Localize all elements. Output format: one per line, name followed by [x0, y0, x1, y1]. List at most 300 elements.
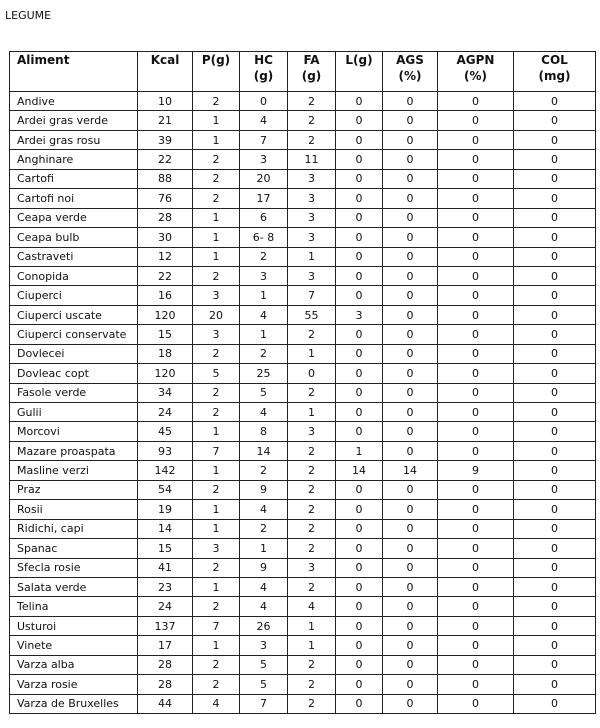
- value-cell-kcal: 12: [138, 247, 193, 266]
- food-name-cell: Telina: [10, 597, 138, 616]
- value-cell-ags: 0: [383, 169, 438, 188]
- value-cell-protein: 1: [193, 111, 240, 130]
- value-cell-col: 0: [514, 364, 596, 383]
- value-cell-fa: 2: [288, 675, 336, 694]
- value-cell-col: 0: [514, 636, 596, 655]
- food-name-cell: Ardei gras rosu: [10, 130, 138, 149]
- value-cell-agpn: 0: [438, 286, 514, 305]
- value-cell-lipids: 0: [336, 189, 383, 208]
- value-cell-protein: 2: [193, 344, 240, 363]
- value-cell-protein: 1: [193, 461, 240, 480]
- table-row: [10, 636, 596, 655]
- value-cell-protein: 1: [193, 519, 240, 538]
- value-cell-hc: 4: [240, 111, 288, 130]
- value-cell-fa: 2: [288, 130, 336, 149]
- value-cell-agpn: 0: [438, 539, 514, 558]
- value-cell-kcal: 142: [138, 461, 193, 480]
- column-header-label: COL: [541, 53, 568, 67]
- value-cell-protein: 1: [193, 577, 240, 596]
- value-cell-col: 0: [514, 655, 596, 674]
- value-cell-ags: 0: [383, 403, 438, 422]
- value-cell-agpn: 0: [438, 208, 514, 227]
- value-cell-agpn: 0: [438, 228, 514, 247]
- food-name-cell: Ridichi, capi: [10, 519, 138, 538]
- value-cell-protein: 1: [193, 247, 240, 266]
- value-cell-fa: 0: [288, 364, 336, 383]
- value-cell-hc: 20: [240, 169, 288, 188]
- value-cell-lipids: 0: [336, 636, 383, 655]
- value-cell-col: 0: [514, 325, 596, 344]
- value-cell-ags: 0: [383, 500, 438, 519]
- value-cell-protein: 20: [193, 305, 240, 324]
- value-cell-ags: 0: [383, 577, 438, 596]
- value-cell-kcal: 24: [138, 597, 193, 616]
- value-cell-lipids: 0: [336, 92, 383, 111]
- value-cell-agpn: 0: [438, 111, 514, 130]
- value-cell-hc: 5: [240, 675, 288, 694]
- value-cell-col: 0: [514, 189, 596, 208]
- value-cell-kcal: 120: [138, 305, 193, 324]
- value-cell-kcal: 41: [138, 558, 193, 577]
- food-name-cell: Ciuperci: [10, 286, 138, 305]
- value-cell-fa: 3: [288, 208, 336, 227]
- food-name-cell: Spanac: [10, 539, 138, 558]
- value-cell-ags: 0: [383, 655, 438, 674]
- value-cell-fa: 1: [288, 247, 336, 266]
- value-cell-lipids: 0: [336, 616, 383, 635]
- value-cell-kcal: 76: [138, 189, 193, 208]
- value-cell-col: 0: [514, 305, 596, 324]
- value-cell-hc: 14: [240, 441, 288, 460]
- value-cell-protein: 1: [193, 500, 240, 519]
- value-cell-col: 0: [514, 519, 596, 538]
- column-header-label: L(g): [345, 53, 373, 67]
- food-name-cell: Dovleac copt: [10, 364, 138, 383]
- value-cell-fa: 1: [288, 636, 336, 655]
- value-cell-lipids: 0: [336, 519, 383, 538]
- value-cell-kcal: 30: [138, 228, 193, 247]
- value-cell-hc: 3: [240, 150, 288, 169]
- value-cell-agpn: 0: [438, 597, 514, 616]
- value-cell-fa: 2: [288, 441, 336, 460]
- food-name-cell: Salata verde: [10, 577, 138, 596]
- value-cell-fa: 2: [288, 461, 336, 480]
- value-cell-lipids: 1: [336, 441, 383, 460]
- table-row: [10, 286, 596, 305]
- value-cell-kcal: 10: [138, 92, 193, 111]
- value-cell-kcal: 18: [138, 344, 193, 363]
- value-cell-fa: 2: [288, 480, 336, 499]
- value-cell-lipids: 0: [336, 480, 383, 499]
- value-cell-ags: 0: [383, 286, 438, 305]
- value-cell-kcal: 120: [138, 364, 193, 383]
- value-cell-ags: 0: [383, 675, 438, 694]
- value-cell-ags: 0: [383, 92, 438, 111]
- value-cell-col: 0: [514, 344, 596, 363]
- column-header-fa: [288, 52, 336, 92]
- value-cell-agpn: 0: [438, 616, 514, 635]
- table-row: [10, 364, 596, 383]
- table-row: [10, 480, 596, 499]
- value-cell-col: 0: [514, 286, 596, 305]
- value-cell-ags: 0: [383, 383, 438, 402]
- value-cell-col: 0: [514, 441, 596, 460]
- table-row: [10, 403, 596, 422]
- value-cell-agpn: 0: [438, 480, 514, 499]
- table-row: [10, 422, 596, 441]
- value-cell-lipids: 0: [336, 169, 383, 188]
- table-row: [10, 500, 596, 519]
- value-cell-fa: 2: [288, 539, 336, 558]
- food-name-cell: Sfecla rosie: [10, 558, 138, 577]
- value-cell-agpn: 0: [438, 130, 514, 149]
- table-row: [10, 519, 596, 538]
- value-cell-col: 0: [514, 480, 596, 499]
- value-cell-kcal: 93: [138, 441, 193, 460]
- value-cell-lipids: 0: [336, 130, 383, 149]
- value-cell-fa: 2: [288, 694, 336, 713]
- value-cell-fa: 3: [288, 228, 336, 247]
- value-cell-kcal: 28: [138, 655, 193, 674]
- food-name-cell: Gulii: [10, 403, 138, 422]
- value-cell-ags: 0: [383, 247, 438, 266]
- value-cell-agpn: 0: [438, 694, 514, 713]
- value-cell-col: 0: [514, 597, 596, 616]
- column-header-agpn: [438, 52, 514, 92]
- value-cell-hc: 9: [240, 480, 288, 499]
- value-cell-kcal: 34: [138, 383, 193, 402]
- value-cell-kcal: 17: [138, 636, 193, 655]
- column-header-label: P(g): [201, 53, 231, 67]
- column-header-label: FA: [303, 53, 320, 67]
- value-cell-col: 0: [514, 461, 596, 480]
- column-header-hc: [240, 52, 288, 92]
- value-cell-kcal: 23: [138, 577, 193, 596]
- value-cell-kcal: 45: [138, 422, 193, 441]
- table-row: [10, 383, 596, 402]
- food-name-cell: Varza alba: [10, 655, 138, 674]
- value-cell-protein: 5: [193, 364, 240, 383]
- value-cell-fa: 55: [288, 305, 336, 324]
- value-cell-lipids: 0: [336, 266, 383, 285]
- value-cell-lipids: 0: [336, 208, 383, 227]
- value-cell-ags: 0: [383, 597, 438, 616]
- food-name-cell: Andive: [10, 92, 138, 111]
- table-row: [10, 655, 596, 674]
- value-cell-hc: 7: [240, 694, 288, 713]
- table-row: [10, 539, 596, 558]
- table-row: [10, 305, 596, 324]
- value-cell-protein: 2: [193, 558, 240, 577]
- value-cell-agpn: 0: [438, 441, 514, 460]
- value-cell-ags: 0: [383, 325, 438, 344]
- column-header-col: [514, 52, 596, 92]
- value-cell-fa: 1: [288, 344, 336, 363]
- table-row: [10, 597, 596, 616]
- table-row: [10, 189, 596, 208]
- value-cell-kcal: 24: [138, 403, 193, 422]
- value-cell-lipids: 0: [336, 597, 383, 616]
- value-cell-agpn: 0: [438, 500, 514, 519]
- table-row: [10, 266, 596, 285]
- value-cell-hc: 7: [240, 130, 288, 149]
- value-cell-protein: 4: [193, 694, 240, 713]
- table-row: [10, 92, 596, 111]
- value-cell-ags: 0: [383, 364, 438, 383]
- value-cell-agpn: 0: [438, 92, 514, 111]
- table-row: [10, 130, 596, 149]
- value-cell-agpn: 0: [438, 305, 514, 324]
- value-cell-lipids: 0: [336, 325, 383, 344]
- value-cell-lipids: 0: [336, 247, 383, 266]
- value-cell-kcal: 44: [138, 694, 193, 713]
- value-cell-fa: 2: [288, 519, 336, 538]
- value-cell-hc: 4: [240, 403, 288, 422]
- column-header-label: (g): [301, 69, 322, 83]
- column-header-label: Aliment: [17, 53, 70, 67]
- value-cell-agpn: 0: [438, 577, 514, 596]
- value-cell-hc: 9: [240, 558, 288, 577]
- value-cell-protein: 2: [193, 189, 240, 208]
- column-header-ags: [383, 52, 438, 92]
- table-row: [10, 208, 596, 227]
- value-cell-kcal: 22: [138, 150, 193, 169]
- value-cell-protein: 3: [193, 325, 240, 344]
- value-cell-hc: 3: [240, 266, 288, 285]
- value-cell-agpn: 0: [438, 675, 514, 694]
- food-name-cell: Morcovi: [10, 422, 138, 441]
- value-cell-fa: 11: [288, 150, 336, 169]
- value-cell-lipids: 0: [336, 344, 383, 363]
- food-name-cell: Conopida: [10, 266, 138, 285]
- value-cell-kcal: 28: [138, 675, 193, 694]
- value-cell-ags: 0: [383, 130, 438, 149]
- value-cell-kcal: 28: [138, 208, 193, 227]
- value-cell-col: 0: [514, 208, 596, 227]
- value-cell-protein: 2: [193, 383, 240, 402]
- value-cell-hc: 6- 8: [240, 228, 288, 247]
- value-cell-protein: 2: [193, 655, 240, 674]
- table-row: [10, 150, 596, 169]
- food-name-cell: Cartofi noi: [10, 189, 138, 208]
- value-cell-agpn: 0: [438, 364, 514, 383]
- value-cell-fa: 3: [288, 422, 336, 441]
- food-name-cell: Varza de Bruxelles: [10, 694, 138, 713]
- food-name-cell: Castraveti: [10, 247, 138, 266]
- table-row: [10, 558, 596, 577]
- page-title: LEGUME: [5, 9, 52, 22]
- value-cell-fa: 2: [288, 655, 336, 674]
- value-cell-col: 0: [514, 130, 596, 149]
- value-cell-col: 0: [514, 539, 596, 558]
- value-cell-lipids: 0: [336, 228, 383, 247]
- value-cell-ags: 0: [383, 539, 438, 558]
- food-name-cell: Varza rosie: [10, 675, 138, 694]
- value-cell-hc: 2: [240, 519, 288, 538]
- value-cell-protein: 1: [193, 208, 240, 227]
- value-cell-fa: 7: [288, 286, 336, 305]
- food-name-cell: Ceapa verde: [10, 208, 138, 227]
- value-cell-hc: 2: [240, 247, 288, 266]
- column-header-label: AGPN: [456, 53, 495, 67]
- value-cell-col: 0: [514, 403, 596, 422]
- value-cell-protein: 7: [193, 616, 240, 635]
- food-name-cell: Vinete: [10, 636, 138, 655]
- value-cell-lipids: 0: [336, 111, 383, 130]
- value-cell-protein: 1: [193, 422, 240, 441]
- value-cell-fa: 3: [288, 169, 336, 188]
- value-cell-kcal: 15: [138, 539, 193, 558]
- value-cell-ags: 0: [383, 228, 438, 247]
- value-cell-hc: 4: [240, 305, 288, 324]
- column-header-lipids: [336, 52, 383, 92]
- value-cell-agpn: 9: [438, 461, 514, 480]
- nutrition-table: [9, 51, 596, 714]
- value-cell-protein: 1: [193, 228, 240, 247]
- value-cell-hc: 5: [240, 655, 288, 674]
- value-cell-kcal: 22: [138, 266, 193, 285]
- value-cell-fa: 2: [288, 500, 336, 519]
- value-cell-fa: 3: [288, 266, 336, 285]
- food-name-cell: Anghinare: [10, 150, 138, 169]
- value-cell-agpn: 0: [438, 655, 514, 674]
- value-cell-ags: 0: [383, 694, 438, 713]
- value-cell-col: 0: [514, 266, 596, 285]
- column-header-label: Kcal: [150, 53, 180, 67]
- column-header-label: HC: [254, 53, 273, 67]
- value-cell-protein: 3: [193, 539, 240, 558]
- food-name-cell: Masline verzi: [10, 461, 138, 480]
- table-row: [10, 247, 596, 266]
- food-name-cell: Ciuperci conservate: [10, 325, 138, 344]
- value-cell-ags: 0: [383, 441, 438, 460]
- value-cell-lipids: 0: [336, 694, 383, 713]
- value-cell-hc: 3: [240, 636, 288, 655]
- value-cell-hc: 1: [240, 286, 288, 305]
- value-cell-lipids: 0: [336, 403, 383, 422]
- value-cell-ags: 0: [383, 305, 438, 324]
- column-header-kcal: [138, 52, 193, 92]
- value-cell-protein: 2: [193, 92, 240, 111]
- value-cell-col: 0: [514, 422, 596, 441]
- value-cell-kcal: 54: [138, 480, 193, 499]
- food-name-cell: Dovlecei: [10, 344, 138, 363]
- value-cell-hc: 17: [240, 189, 288, 208]
- value-cell-lipids: 0: [336, 286, 383, 305]
- table-row: [10, 325, 596, 344]
- value-cell-lipids: 0: [336, 558, 383, 577]
- value-cell-hc: 1: [240, 325, 288, 344]
- value-cell-col: 0: [514, 675, 596, 694]
- value-cell-ags: 0: [383, 111, 438, 130]
- value-cell-ags: 0: [383, 266, 438, 285]
- table-row: [10, 694, 596, 713]
- column-header-aliment: [10, 52, 138, 92]
- value-cell-fa: 2: [288, 577, 336, 596]
- value-cell-hc: 0: [240, 92, 288, 111]
- value-cell-col: 0: [514, 169, 596, 188]
- value-cell-agpn: 0: [438, 344, 514, 363]
- value-cell-protein: 7: [193, 441, 240, 460]
- value-cell-col: 0: [514, 92, 596, 111]
- value-cell-hc: 2: [240, 461, 288, 480]
- value-cell-fa: 4: [288, 597, 336, 616]
- value-cell-kcal: 88: [138, 169, 193, 188]
- value-cell-fa: 2: [288, 383, 336, 402]
- table-row: [10, 111, 596, 130]
- value-cell-ags: 0: [383, 636, 438, 655]
- value-cell-protein: 2: [193, 597, 240, 616]
- value-cell-agpn: 0: [438, 383, 514, 402]
- column-header-label: (mg): [538, 69, 571, 83]
- column-header-protein: [193, 52, 240, 92]
- value-cell-agpn: 0: [438, 189, 514, 208]
- value-cell-kcal: 15: [138, 325, 193, 344]
- value-cell-col: 0: [514, 694, 596, 713]
- value-cell-agpn: 0: [438, 169, 514, 188]
- value-cell-col: 0: [514, 616, 596, 635]
- value-cell-hc: 4: [240, 500, 288, 519]
- value-cell-ags: 0: [383, 422, 438, 441]
- value-cell-kcal: 39: [138, 130, 193, 149]
- value-cell-lipids: 0: [336, 383, 383, 402]
- value-cell-ags: 0: [383, 344, 438, 363]
- value-cell-agpn: 0: [438, 247, 514, 266]
- value-cell-protein: 2: [193, 169, 240, 188]
- value-cell-lipids: 14: [336, 461, 383, 480]
- value-cell-kcal: 16: [138, 286, 193, 305]
- value-cell-lipids: 0: [336, 150, 383, 169]
- value-cell-ags: 0: [383, 558, 438, 577]
- value-cell-agpn: 0: [438, 422, 514, 441]
- food-name-cell: Usturoi: [10, 616, 138, 635]
- value-cell-ags: 0: [383, 208, 438, 227]
- table-row: [10, 675, 596, 694]
- value-cell-hc: 2: [240, 344, 288, 363]
- value-cell-agpn: 0: [438, 636, 514, 655]
- value-cell-fa: 3: [288, 558, 336, 577]
- table-row: [10, 169, 596, 188]
- column-header-label: (g): [253, 69, 274, 83]
- value-cell-ags: 14: [383, 461, 438, 480]
- value-cell-lipids: 0: [336, 500, 383, 519]
- value-cell-lipids: 0: [336, 364, 383, 383]
- table-row: [10, 461, 596, 480]
- value-cell-col: 0: [514, 150, 596, 169]
- value-cell-protein: 2: [193, 480, 240, 499]
- table-row: [10, 577, 596, 596]
- value-cell-agpn: 0: [438, 325, 514, 344]
- value-cell-hc: 8: [240, 422, 288, 441]
- value-cell-ags: 0: [383, 150, 438, 169]
- value-cell-protein: 1: [193, 130, 240, 149]
- value-cell-col: 0: [514, 383, 596, 402]
- value-cell-agpn: 0: [438, 519, 514, 538]
- value-cell-hc: 4: [240, 577, 288, 596]
- value-cell-protein: 2: [193, 675, 240, 694]
- value-cell-hc: 5: [240, 383, 288, 402]
- value-cell-kcal: 21: [138, 111, 193, 130]
- value-cell-fa: 2: [288, 325, 336, 344]
- value-cell-col: 0: [514, 500, 596, 519]
- food-name-cell: Mazare proaspata: [10, 441, 138, 460]
- value-cell-agpn: 0: [438, 558, 514, 577]
- food-name-cell: Praz: [10, 480, 138, 499]
- value-cell-fa: 2: [288, 92, 336, 111]
- value-cell-fa: 1: [288, 616, 336, 635]
- table-row: [10, 616, 596, 635]
- table-row: [10, 228, 596, 247]
